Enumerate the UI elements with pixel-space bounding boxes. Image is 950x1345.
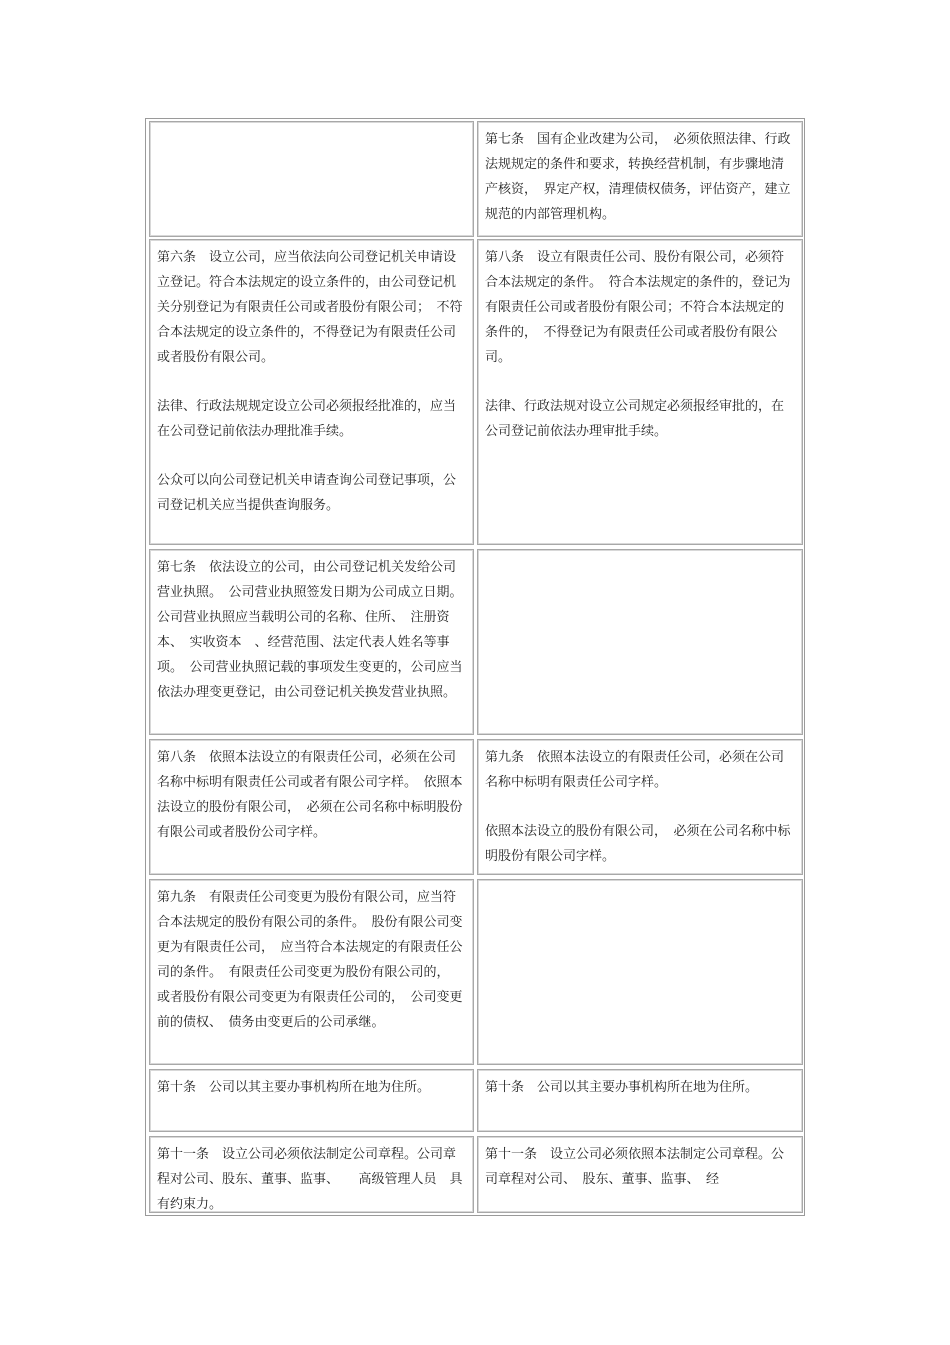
table-row (146, 739, 804, 875)
table-row (146, 549, 804, 735)
article-text: 公众可以向公司登记机关申请查询公司登记事项，公司登记机关应当提供查询服务。 (157, 473, 457, 513)
table-cell-left (149, 1136, 474, 1213)
table-cell-right (477, 1069, 803, 1132)
article-text: 第十一条 设立公司必须依照本法制定公司章程。公司章程对公司、 股东、董事、监事、 经 (485, 1147, 785, 1187)
table-cell-right (477, 739, 803, 875)
table-cell-left (149, 239, 474, 545)
article-text: 第十条 公司以其主要办事机构所在地为住所。 (485, 1080, 759, 1095)
table-cell-left (149, 739, 474, 875)
article-text: 第九条 依照本法设立的有限责任公司，必须在公司名称中标明有限责任公司字样。 (485, 750, 785, 790)
article-text: 第八条 依照本法设立的有限责任公司，必须在公司名称中标明有限责任公司或者有限公司字样。 依照本法设立的股份有限公司， 必须在公司名称中标明股份有限公司或者股份公司字样。 (157, 750, 463, 840)
article-text: 第十条 公司以其主要办事机构所在地为住所。 (157, 1080, 431, 1095)
table-row (146, 879, 804, 1065)
article-text: 第七条 依法设立的公司，由公司登记机关发给公司营业执照。 公司营业执照签发日期为公司成立日期。 公司营业执照应当载明公司的名称、住所、 注册资本、 实收资本 、经营范围、法定代表人姓名等事项。 公司营业执照记载的事项发生变更的，公司应当依法办理变更登记，由公司登记机关换发营业执照。 (157, 560, 470, 700)
table-cell-left (149, 549, 474, 735)
article-text: 法律、行政法规对设立公司规定必须报经审批的，在公司登记前依法办理审批手续。 (485, 399, 785, 439)
article-text: 第十一条 设立公司必须依法制定公司章程。公司章程对公司、股东、董事、监事、 高级管理人员 具有约束力。 (157, 1147, 463, 1212)
table-cell-right (477, 239, 803, 545)
table-row (146, 121, 804, 237)
table-cell-right-empty (477, 879, 803, 1065)
table-cell-right (477, 121, 803, 237)
table-cell-right (477, 1136, 803, 1213)
article-text: 第八条 设立有限责任公司、股份有限公司，必须符合本法规定的条件。 符合本法规定的条件的，登记为有限责任公司或者股份有限公司；不符合本法规定的条件的， 不得登记为有限责任公司或者股份有限公司。 (485, 250, 791, 365)
table-cell-right-empty (477, 549, 803, 735)
table-cell-left-empty (149, 121, 474, 237)
table-cell-left (149, 879, 474, 1065)
comparison-table (145, 118, 805, 1216)
table-row (146, 239, 804, 545)
article-text: 第六条 设立公司，应当依法向公司登记机关申请设立登记。符合本法规定的设立条件的，由公司登记机关分别登记为有限责任公司或者股份有限公司； 不符合本法规定的设立条件的，不得登记为有限责任公司或者股份有限公司。 (157, 250, 463, 365)
article-text: 依照本法设立的股份有限公司， 必须在公司名称中标明股份有限公司字样。 (485, 824, 791, 864)
table-row (146, 1069, 804, 1132)
article-text: 法律、行政法规规定设立公司必须报经批准的，应当在公司登记前依法办理批准手续。 (157, 399, 457, 439)
table-cell-left (149, 1069, 474, 1132)
article-text: 第九条 有限责任公司变更为股份有限公司，应当符合本法规定的股份有限公司的条件。 股份有限公司变更为有限责任公司， 应当符合本法规定的有限责任公司的条件。 有限责任公司变更为股份有限公司的， 或者股份有限公司变更为有限责任公司的， 公司变更前的债权、 债务由变更后的公司承继。 (157, 890, 463, 1030)
table-row (146, 1136, 804, 1213)
article-text: 第七条 国有企业改建为公司， 必须依照法律、行政法规规定的条件和要求，转换经营机制，有步骤地清产核资， 界定产权，清理债权债务，评估资产，建立规范的内部管理机构。 (485, 132, 791, 222)
